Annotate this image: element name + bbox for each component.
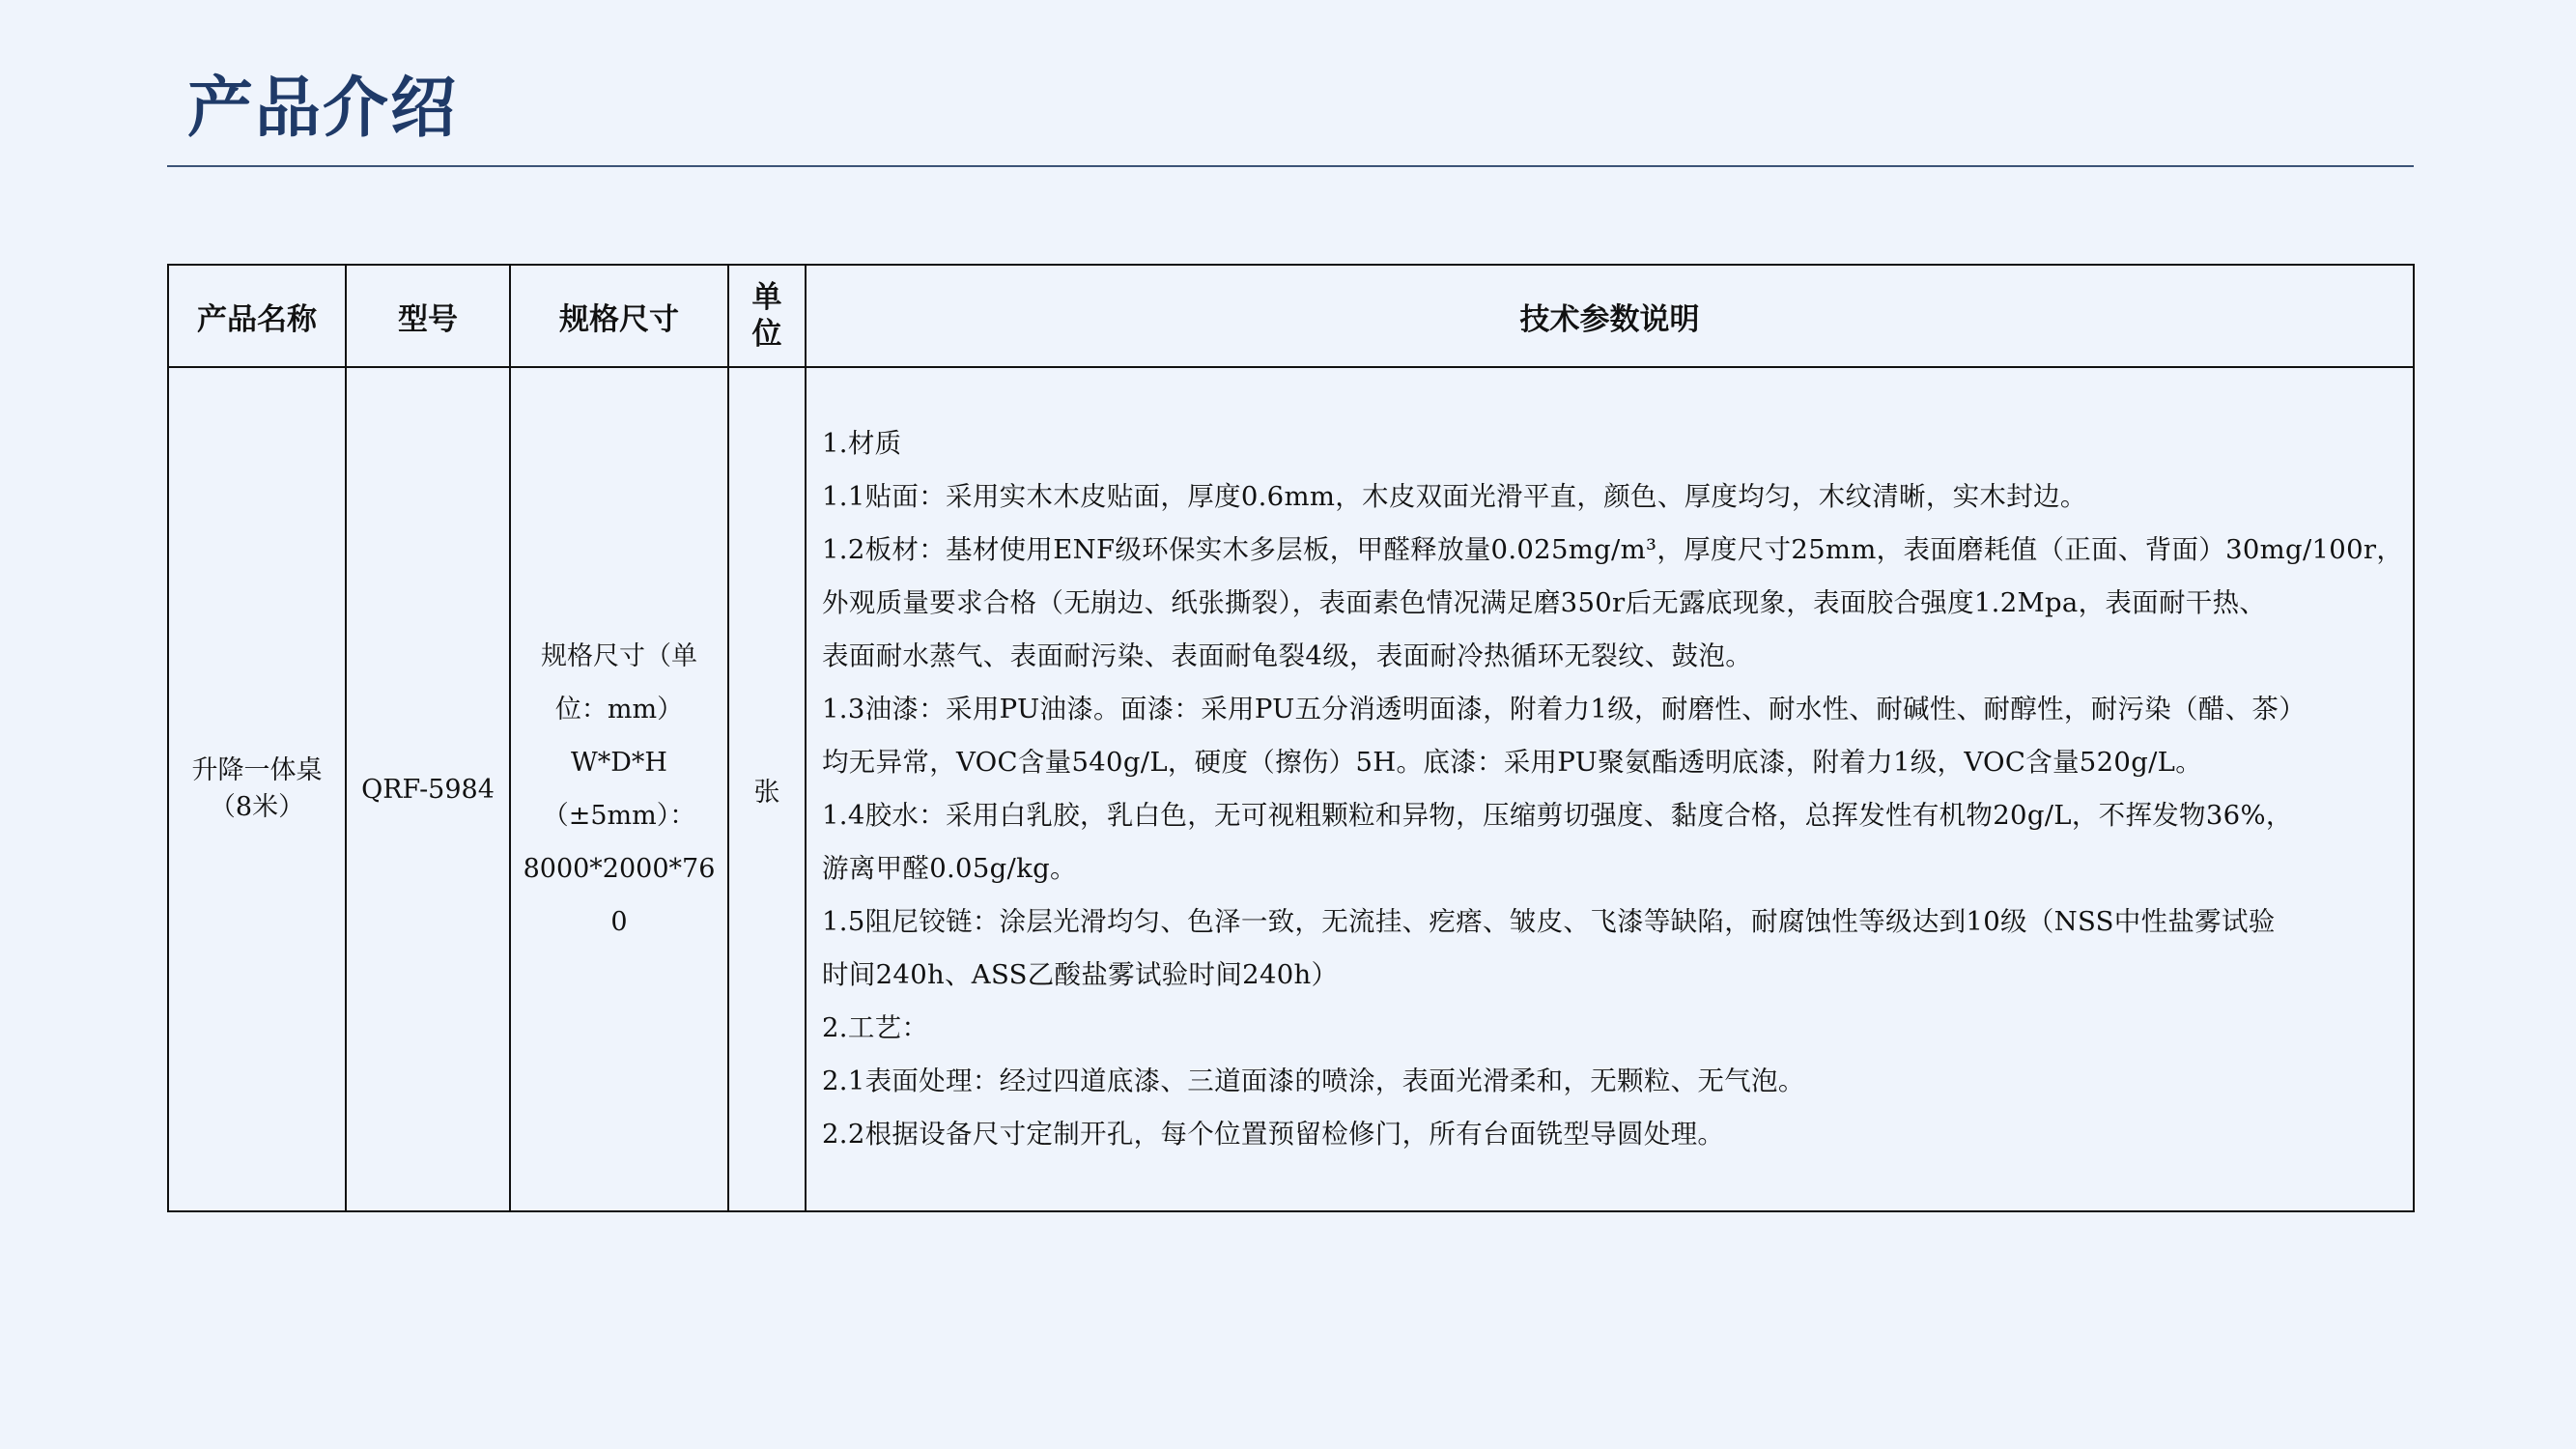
description-line: 2.1表面处理：经过四道底漆、三道面漆的喷涂，表面光滑柔和，无颗粒、无气泡。 [822, 1065, 1805, 1096]
cell-spec [510, 367, 728, 1211]
spec-line: 规格尺寸（单 [541, 641, 697, 671]
cell-product-name [168, 367, 346, 1211]
spec-line: （±5mm）： [542, 801, 696, 831]
product-table [167, 264, 2415, 1212]
header-model: 型号 [346, 265, 510, 367]
name-line: 升降一体桌 [191, 755, 323, 785]
table-header-row [168, 265, 2414, 367]
description-line: 1.5阻尼铰链：涂层光滑均匀、色泽一致，无流挂、疙瘩、皱皮、飞漆等缺陷，耐腐蚀性等级达到10级（NSS中性盐雾试验 [822, 906, 2276, 937]
cell-description [806, 367, 2414, 1211]
spec-line: 8000*2000*76 [523, 854, 716, 884]
cell-model: QRF-5984 [346, 367, 510, 1211]
header-unit [728, 265, 806, 367]
header-description: 技术参数说明 [806, 265, 2414, 367]
description-line: 1.2板材：基材使用ENF级环保实木多层板，甲醛释放量0.025mg/m³，厚度尺寸25mm，表面磨耗值（正面、背面）30mg/100r， [822, 534, 2404, 565]
description-line: 均无异常，VOC含量540g/L，硬度（擦伤）5H。底漆：采用PU聚氨酯透明底漆，附着力1级，VOC含量520g/L。 [822, 747, 2203, 778]
description-line: 1.材质 [822, 428, 902, 459]
header-spec: 规格尺寸 [510, 265, 728, 367]
description-line: 2.工艺： [822, 1012, 929, 1043]
spec-line: W*D*H [571, 748, 667, 778]
description-line: 表面耐水蒸气、表面耐污染、表面耐龟裂4级，表面耐冷热循环无裂纹、鼓泡。 [822, 640, 1752, 671]
name-line: （8米） [209, 792, 305, 822]
description-line: 1.3油漆：采用PU油漆。面漆：采用PU五分消透明面漆，附着力1级，耐磨性、耐水性、耐碱性、耐醇性，耐污染（醋、茶） [822, 694, 2307, 724]
cell-unit: 张 [728, 367, 806, 1211]
header-product-name: 产品名称 [168, 265, 346, 367]
description-line: 游离甲醛0.05g/kg。 [822, 853, 1077, 884]
description-line: 2.2根据设备尺寸定制开孔，每个位置预留检修门，所有台面铣型导圆处理。 [822, 1119, 1725, 1150]
description-line: 时间240h、ASS乙酸盐雾试验时间240h） [822, 959, 1339, 990]
description-line: 1.1贴面：采用实木木皮贴面，厚度0.6mm，木皮双面光滑平直，颜色、厚度均匀，木纹清晰，实木封边。 [822, 481, 2087, 512]
description-line: 外观质量要求合格（无崩边、纸张撕裂），表面素色情况满足磨350r后无露底现象，表面胶合强度1.2Mpa，表面耐干热、 [822, 587, 2267, 618]
header-unit-text: 单位 [751, 280, 782, 352]
description-line: 1.4胶水：采用白乳胶，乳白色，无可视粗颗粒和异物，压缩剪切强度、黏度合格，总挥发性有机物20g/L，不挥发物36%， [822, 800, 2293, 831]
table-row [168, 367, 2414, 1211]
spec-line: 位：mm） [554, 695, 684, 724]
page-title: 产品介绍 [187, 71, 459, 147]
spec-line: 0 [610, 907, 628, 937]
title-divider [167, 165, 2414, 167]
